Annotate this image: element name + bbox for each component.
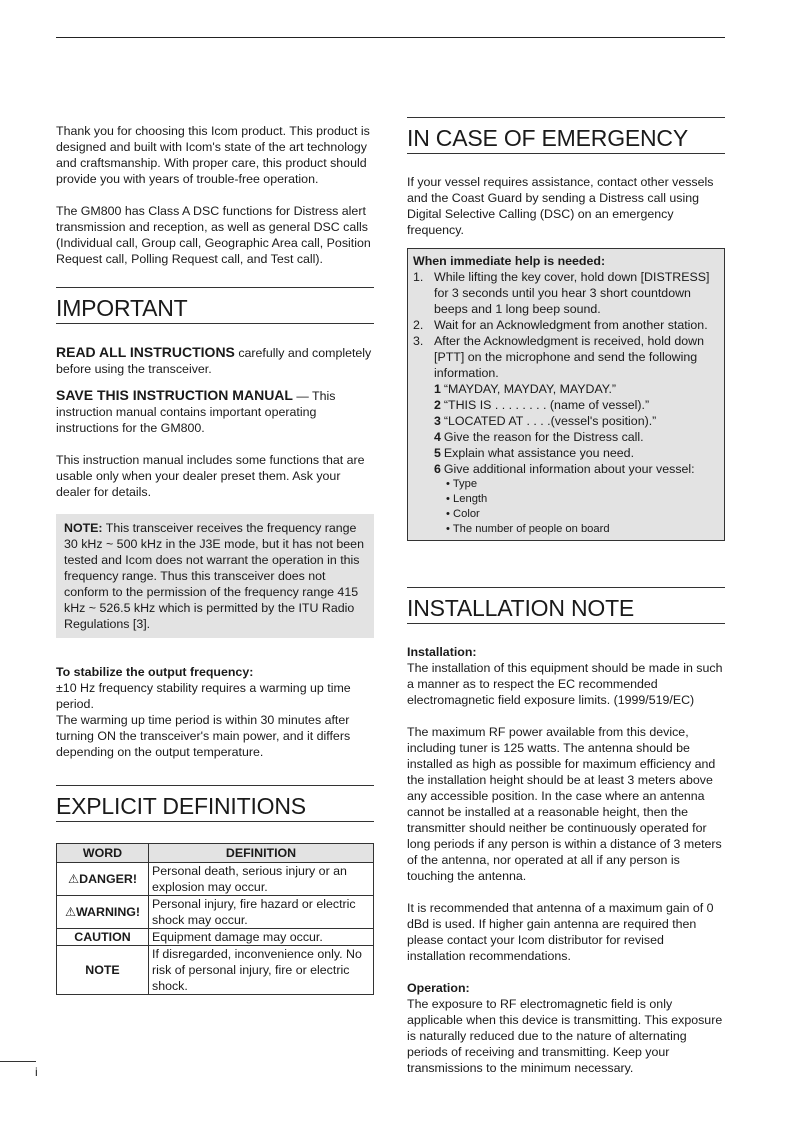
info-number: 2	[434, 398, 441, 412]
right-column	[407, 117, 725, 1076]
step-number: 3.	[413, 334, 424, 348]
info-text: Explain what assistance you need.	[443, 446, 635, 460]
note-text: This transceiver receives the frequency range 30 kHz ~ 500 kHz in the J3E mode, but it has not been tested and Icom does not warrant the operation in this frequency range. Thus this transceiver does not conform to the permission of the frequency range 415 kHz ~ 526.5 kHz which is permitted by the ITU Radio Regulations [3].	[64, 521, 364, 631]
list-item	[413, 269, 719, 317]
vessel-details-list	[434, 477, 719, 537]
danger-definition: Personal death, serious injury or an explosion may occur.	[149, 863, 374, 896]
list-item: • Length	[446, 492, 719, 507]
info-text: “MAYDAY, MAYDAY, MAYDAY.”	[443, 382, 617, 396]
emergency-box-title: When immediate help is needed:	[413, 254, 606, 268]
read-instructions-paragraph	[56, 344, 374, 377]
installation-paragraph: The installation of this equipment should be made in such a manner as to respect the EC recommended electromagnetic field exposure limits. (1999/519/EC)	[407, 661, 723, 707]
step-text: After the Acknowledgment is received, hold down [PTT] on the microphone and send the following information.	[434, 334, 704, 380]
info-text: “LOCATED AT . . . .(vessel's position).”	[443, 414, 657, 428]
step-number: 1.	[413, 270, 424, 284]
distress-information-list	[434, 381, 719, 537]
stabilize-heading: To stabilize the output frequency:	[56, 665, 254, 679]
warning-word: ⚠WARNING!	[57, 896, 149, 929]
step-text: Wait for an Acknowledgment from another station.	[434, 318, 708, 332]
list-item	[434, 413, 719, 429]
table-row	[57, 863, 374, 896]
dealer-paragraph: This instruction manual includes some functions that are usable only when your dealer preset them. Ask your dealer for details.	[56, 453, 365, 499]
list-item	[413, 317, 719, 333]
warning-definition: Personal injury, fire hazard or electric shock may occur.	[149, 896, 374, 929]
list-item	[434, 381, 719, 397]
definitions-header-row	[57, 844, 374, 863]
operation-label: Operation:	[407, 981, 470, 995]
list-item	[434, 397, 719, 413]
table-row	[57, 896, 374, 929]
antenna-gain-paragraph: It is recommended that antenna of a maximum gain of 0 dBd is used. If higher gain antenna are required then please contact your Icom distributor for revised installation recommendations.	[407, 901, 714, 963]
table-row	[57, 946, 374, 995]
step-number: 2.	[413, 318, 424, 332]
list-item	[434, 461, 719, 537]
info-text: Give the reason for the Distress call.	[443, 430, 644, 444]
step-text: While lifting the key cover, hold down [DISTRESS] for 3 seconds until you hear 3 short countdown beeps and 1 long beep sound.	[434, 270, 710, 316]
note-text-paragraph	[64, 520, 366, 632]
definitions-heading: EXPLICIT DEFINITIONS	[56, 785, 374, 822]
column-header-definition: DEFINITION	[149, 844, 374, 863]
list-item: • The number of people on board	[446, 522, 719, 537]
danger-word: ⚠DANGER!	[57, 863, 149, 896]
save-manual-paragraph	[56, 387, 374, 436]
info-number: 5	[434, 446, 441, 460]
important-heading: IMPORTANT	[56, 287, 374, 324]
read-instructions-text: carefully and completely before using the transceiver.	[56, 346, 372, 376]
info-number: 4	[434, 430, 441, 444]
installation-label: Installation:	[407, 645, 477, 659]
list-item: • Color	[446, 507, 719, 522]
emergency-heading: IN CASE OF EMERGENCY	[407, 117, 725, 154]
info-number: 1	[434, 382, 441, 396]
emergency-procedure-box	[407, 248, 725, 541]
stabilize-paragraph-2: The warming up time period is within 30 minutes after turning ON the transceiver's main power, and it differs depending on the output temperature.	[56, 713, 351, 759]
footer-rule	[0, 1061, 36, 1062]
save-manual-text: — This instruction manual contains important operating instructions for the GM800.	[56, 389, 336, 435]
definitions-table	[56, 843, 374, 995]
intro-dsc-paragraph: The GM800 has Class A DSC functions for Distress alert transmission and reception, as well as general DSC calls (Individual call, Group call, Geographic Area call, Position Request call, Polling Request call, and Test call).	[56, 204, 371, 266]
installation-heading: INSTALLATION NOTE	[407, 587, 725, 624]
note-box	[56, 514, 374, 638]
column-header-word: WORD	[57, 844, 149, 863]
operation-paragraph: The exposure to RF electromagnetic field is only applicable when this device is transmitting. This exposure is naturally reduced due to the nature of alternating periods of receiving and transmitting. Keep your transmissions to the minimum necessary.	[407, 997, 723, 1075]
table-row	[57, 929, 374, 946]
read-instructions-label: READ ALL INSTRUCTIONS	[56, 344, 235, 360]
save-manual-label: SAVE THIS INSTRUCTION MANUAL	[56, 387, 293, 403]
intro-paragraph: Thank you for choosing this Icom product. This product is designed and built with Icom's state of the art technology and craftsmanship. With proper care, this product should provide you with years of trouble-free operation.	[56, 124, 370, 186]
emergency-intro: If your vessel requires assistance, contact other vessels and the Coast Guard by sending a Distress call using Digital Selective Calling (DSC) on an emergency frequency.	[407, 175, 714, 237]
info-text: “THIS IS . . . . . . . . (name of vessel).”	[443, 398, 650, 412]
caution-definition: Equipment damage may occur.	[149, 929, 374, 946]
info-number: 6	[434, 462, 441, 476]
caution-word: CAUTION	[57, 929, 149, 946]
rf-power-paragraph: The maximum RF power available from this device, including tuner is 125 watts. The antenna should be installed as high as possible for maximum efficiency and the installation height should be at least 3 meters above any accessible position. In the case where an antenna cannot be installed at a reasonable height, then the transmitter should neither be continuously operated for long periods if any person is within a distance of 3 meters of the antenna, nor operated at all if any person is touching the antenna.	[407, 725, 722, 883]
stabilize-paragraph-1: ±10 Hz frequency stability requires a warming up time period.	[56, 681, 351, 711]
list-item: • Type	[446, 477, 719, 492]
info-number: 3	[434, 414, 441, 428]
note-label: NOTE:	[64, 521, 103, 535]
note-word: NOTE	[57, 946, 149, 995]
emergency-steps	[413, 269, 719, 537]
list-item	[413, 333, 719, 537]
note-definition: If disregarded, inconvenience only. No risk of personal injury, fire or electric shock.	[149, 946, 374, 995]
left-column	[56, 123, 374, 995]
list-item	[434, 445, 719, 461]
top-rule	[56, 37, 725, 38]
page-number: i	[35, 1065, 38, 1079]
list-item	[434, 429, 719, 445]
info-text: Give additional information about your vessel:	[443, 462, 695, 476]
